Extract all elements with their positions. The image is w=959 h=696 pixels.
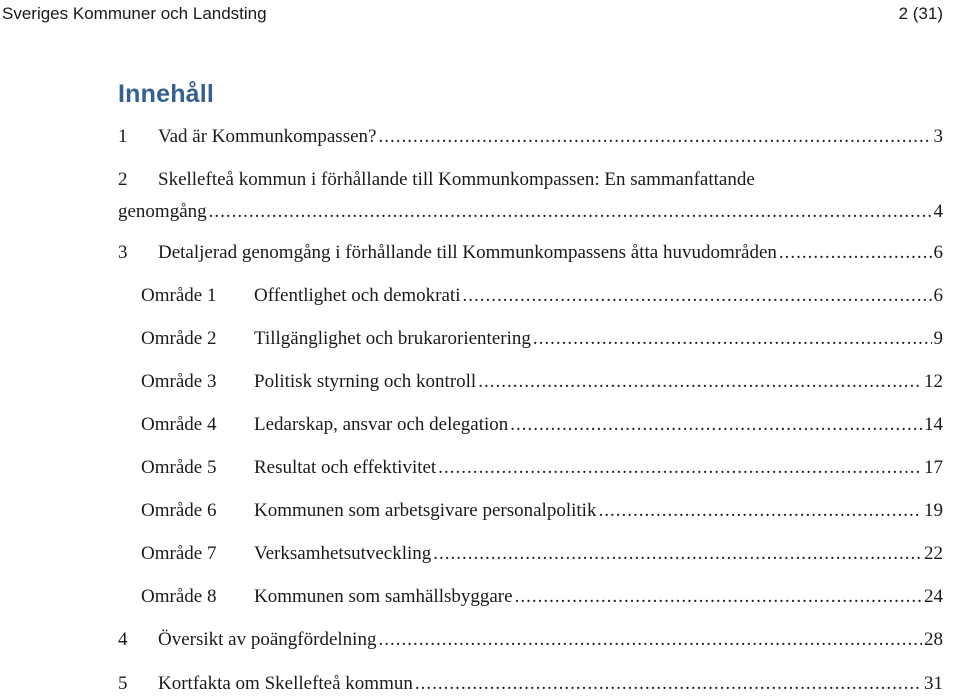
toc-entry-number: 1 [118, 126, 128, 147]
dot-leader [415, 672, 922, 696]
toc-entry-title: Kommunen som arbetsgivare personalpolitik [254, 500, 597, 521]
dot-leader [378, 125, 931, 149]
toc-entry-title-line1: Skellefteå kommun i förhållande till Kommunkompassen: En sammanfattande [158, 169, 755, 190]
toc-entry-number: Område 2 [141, 328, 217, 349]
toc-entry-number: 5 [118, 673, 128, 694]
dot-leader [478, 370, 922, 394]
toc-entry-title: Kortfakta om Skellefteå kommun [158, 673, 413, 694]
dot-leader [598, 499, 922, 523]
dot-leader [533, 327, 932, 351]
toc-entry-page: 24 [924, 586, 943, 607]
dot-leader [209, 200, 932, 224]
toc-entry-number: Område 3 [141, 371, 217, 392]
dot-leader [779, 241, 932, 265]
toc-entry-title: Översikt av poängfördelning [158, 629, 377, 650]
toc-entry-title: Tillgänglighet och brukarorientering [254, 328, 531, 349]
dot-leader [378, 628, 922, 652]
toc-entry-title: Kommunen som samhällsbyggare [254, 586, 513, 607]
toc-entry-number: 3 [118, 242, 128, 263]
toc-entry-page: 6 [933, 285, 943, 306]
toc-entry[interactable] [141, 327, 943, 351]
toc-entry-number: Område 7 [141, 543, 217, 564]
toc-entry-number: Område 6 [141, 500, 217, 521]
toc-entry-number: 2 [118, 169, 128, 190]
toc-entry-title: Verksamhetsutveckling [254, 543, 432, 564]
toc-entry[interactable] [118, 241, 943, 265]
organization-name: Sveriges Kommuner och Landsting [2, 4, 267, 23]
toc-entry-page: 28 [924, 629, 943, 650]
toc-title: Innehåll [118, 80, 215, 108]
toc-entry-number: 4 [118, 629, 128, 650]
toc-entry-page: 19 [924, 500, 943, 521]
toc-entry-number: Område 5 [141, 457, 217, 478]
toc-entry-page: 17 [924, 457, 943, 478]
toc-entry-page: 3 [933, 126, 943, 147]
toc-entry-page: 6 [933, 242, 943, 263]
toc-entry[interactable] [141, 499, 943, 523]
toc-entry[interactable] [141, 585, 943, 609]
toc-entry-number: Område 8 [141, 586, 217, 607]
toc-entry[interactable] [118, 672, 943, 696]
dot-leader [462, 284, 931, 308]
toc-entry-page: 9 [933, 328, 943, 349]
toc-entry-number: Område 4 [141, 414, 217, 435]
toc-entry-page: 12 [924, 371, 943, 392]
toc-entry[interactable] [118, 125, 943, 149]
toc-entry-title: Politisk styrning och kontroll [254, 371, 477, 392]
toc-entry-page: 14 [924, 414, 943, 435]
toc-entry[interactable] [141, 542, 943, 566]
toc-entry[interactable] [118, 628, 943, 652]
toc-entry-title: Ledarskap, ansvar och delegation [254, 414, 509, 435]
toc-entry-page: 4 [933, 201, 943, 222]
toc-entry-page: 31 [924, 673, 943, 694]
toc-entry-number: Område 1 [141, 285, 217, 306]
toc-entry-page: 22 [924, 543, 943, 564]
toc-entry-title: Offentlighet och demokrati [254, 285, 461, 306]
toc-entry[interactable] [141, 370, 943, 394]
toc-entry-continuation[interactable] [118, 200, 943, 224]
toc-entry[interactable] [141, 456, 943, 480]
toc-entry[interactable] [118, 168, 755, 192]
toc-entry-title: Detaljerad genomgång i förhållande till Kommunkompassens åtta huvudområden [158, 242, 777, 263]
toc-entry-title: Vad är Kommunkompassen? [158, 126, 377, 147]
toc-entry[interactable] [141, 284, 943, 308]
dot-leader [433, 542, 922, 566]
toc-entry-title-line2: genomgång [118, 201, 207, 222]
dot-leader [510, 413, 922, 437]
toc-entry[interactable] [141, 413, 943, 437]
dot-leader [438, 456, 922, 480]
dot-leader [515, 585, 922, 609]
toc-entry-title: Resultat och effektivitet [254, 457, 437, 478]
page-number: 2 (31) [898, 4, 943, 23]
